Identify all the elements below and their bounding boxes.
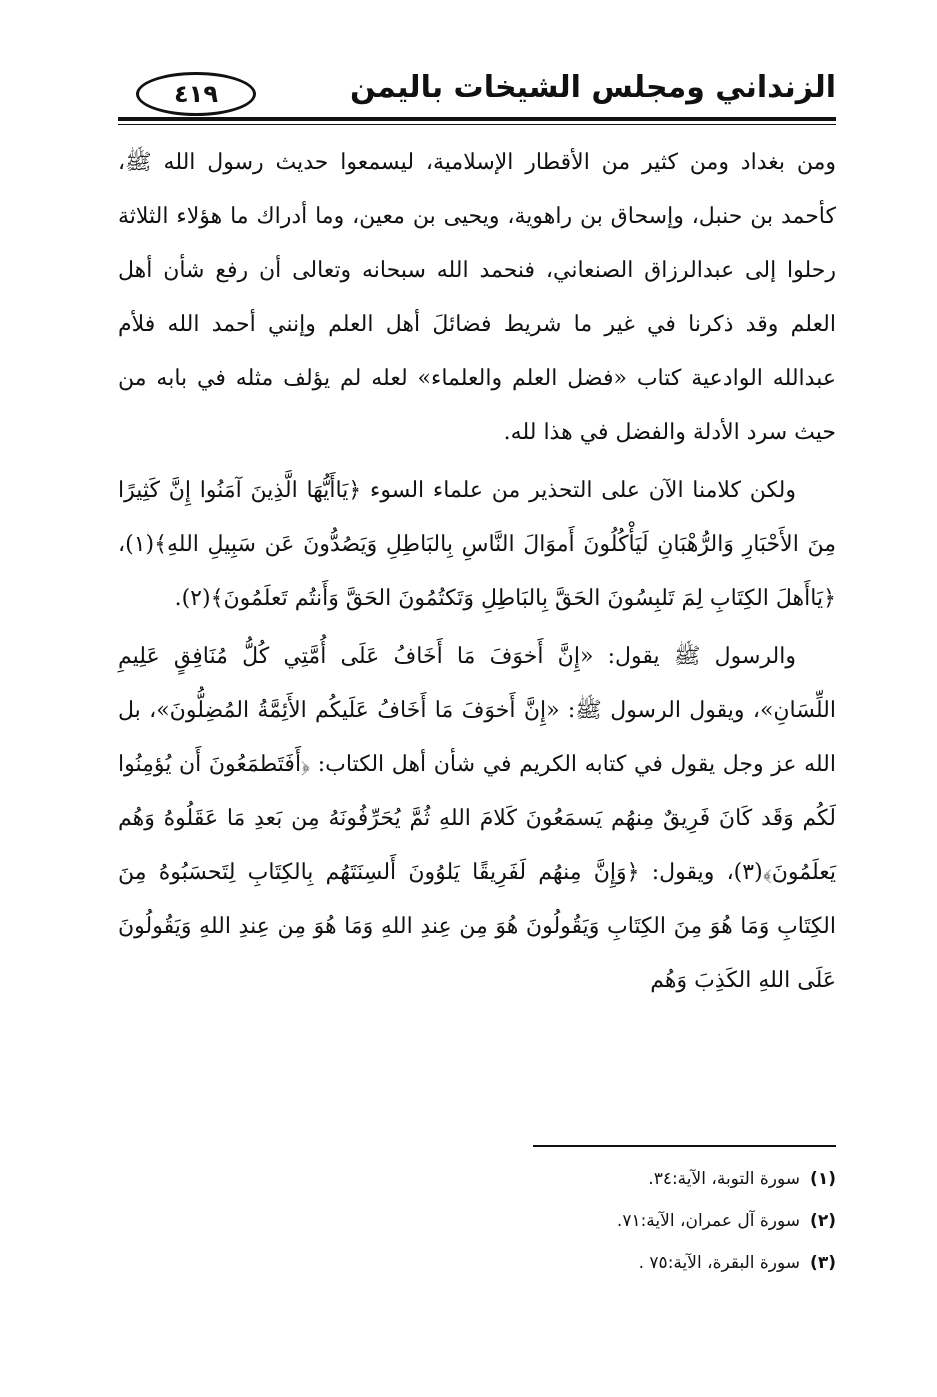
footnote-3	[433, 1242, 836, 1284]
paragraph-3: والرسول ﷺ يقول: «إِنَّ أَخوَفَ مَا أَخَافُ عَلَى أُمَّتِي كُلُّ مُنَافِقٍ عَلِيمِ اللِّسَانِ»، ويقول الرسول ﷺ: «إِنَّ أَخوَفَ مَا أَخَافُ عَلَيكُم الأَئِمَّةُ المُضِلُّونَ»، بل الله عز وجل يقول في كتابه الكريم في شأن أهل الكتاب: ﴿أَفَتَطمَعُونَ أَن يُؤمِنُوا لَكُم وَقَد كَانَ فَرِيقٌ مِنهُم يَسمَعُونَ كَلامَ اللهِ ثُمَّ يُحَرِّفُونَهُ مِن بَعدِ مَا عَقَلُوهُ وَهُم يَعلَمُونَ﴾(٣)، ويقول: ﴿وَإِنَّ مِنهُم لَفَرِيقًا يَلوُونَ أَلسِنَتَهُم بِالكِتَابِ لِتَحسَبُوهُ مِنَ الكِتَابِ وَمَا هُوَ مِنَ الكِتَابِ وَيَقُولُونَ هُوَ مِن عِندِ اللهِ وَمَا هُوَ مِن عِندِ اللهِ وَيَقُولُونَ عَلَى اللهِ الكَذِبَ وَهُم	[118, 644, 836, 993]
paragraph-2: ولكن كلامنا الآن على التحذير من علماء السوء ﴿يَاأَيُّهَا الَّذِينَ آمَنُوا إِنَّ كَثِيرًا مِنَ الأَحْبَارِ وَالرُّهْبَانِ لَيَأْكُلُونَ أَموَالَ النَّاسِ بِالبَاطِلِ وَيَصُدُّونَ عَن سَبِيلِ اللهِ﴾(١)، ﴿يَاأَهلَ الكِتَابِ لِمَ تَلبِسُونَ الحَقَّ بِالبَاطِلِ وَتَكتُمُونَ الحَقَّ وَأَنتُم تَعلَمُونَ﴾(٢).	[118, 478, 836, 611]
page-number: ٤١٩	[136, 72, 256, 116]
footnote-text: سورة آل عمران، الآية:٧١.	[616, 1211, 801, 1231]
footnote-text: سورة التوبة، الآية:٣٤.	[648, 1169, 801, 1189]
footnotes	[433, 1158, 836, 1284]
footnote-1	[433, 1158, 836, 1200]
body-text	[118, 136, 836, 1008]
footnote-2	[433, 1200, 836, 1242]
footnote-number: (٣)	[810, 1253, 836, 1273]
header-rule-thin	[118, 124, 836, 125]
running-title: الزنداني ومجلس الشيخات باليمن	[349, 70, 836, 105]
paragraph-1: ومن بغداد ومن كثير من الأقطار الإسلامية، ليسمعوا حديث رسول الله ﷺ، كأحمد بن حنبل، وإسحاق بن راهوية، ويحيى بن معين، وما أدراك ما هؤلاء الثلاثة رحلوا إلى عبدالرزاق الصنعاني، فنحمد الله سبحانه وتعالى أن رفع شأن أهل العلم وقد ذكرنا في غير ما شريط فضائلَ أهل العلم وإنني أحمد الله فلأم عبدالله الوادعية كتاب «فضل العلم والعلماء» لعله لم يؤلف مثله في بابه من حيث سرد الأدلة والفضل في هذا لله.	[118, 150, 836, 445]
footnote-number: (١)	[810, 1169, 836, 1189]
page-header	[118, 62, 836, 122]
footnote-number: (٢)	[810, 1211, 836, 1231]
footnote-separator	[533, 1145, 836, 1147]
header-rule-thick	[118, 117, 836, 121]
footnote-text: سورة البقرة، الآية:٧٥ .	[638, 1253, 801, 1273]
